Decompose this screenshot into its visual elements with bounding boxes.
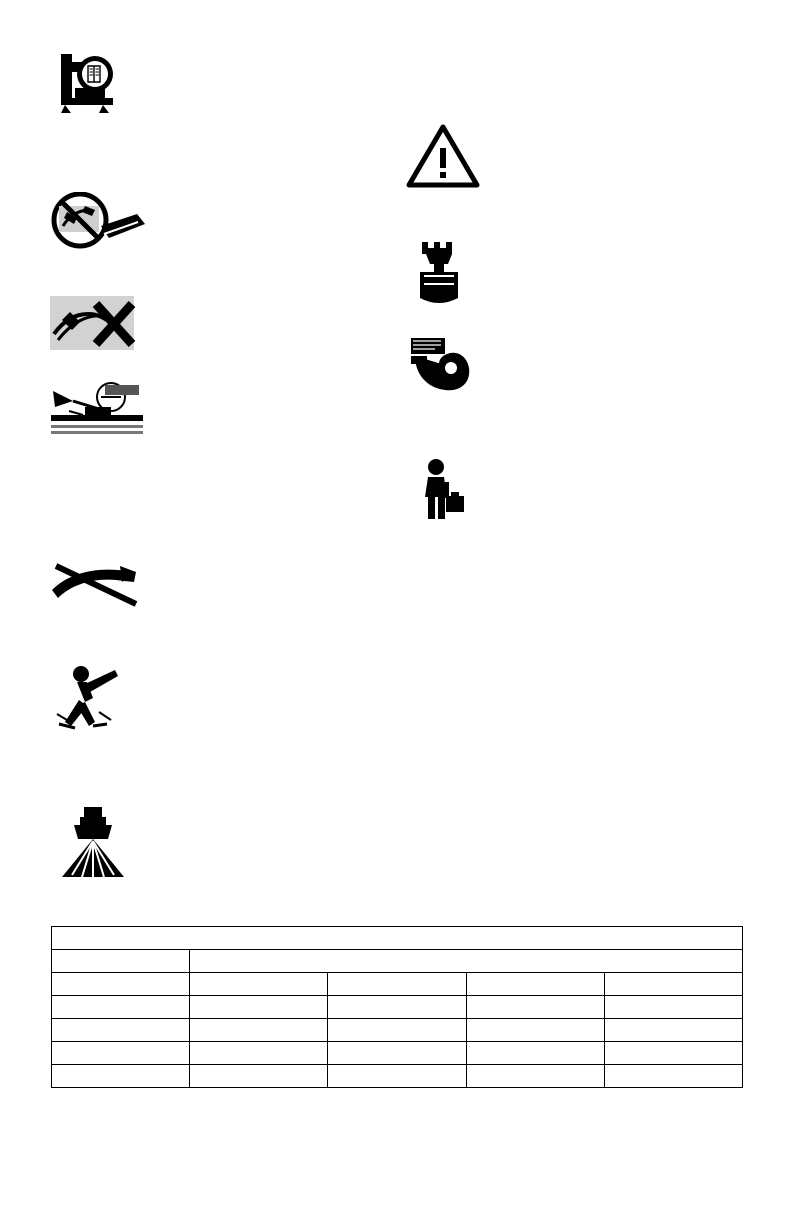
standing-person-icon (418, 458, 468, 522)
table-cell (328, 1042, 466, 1065)
table-cell (328, 973, 466, 996)
warning-triangle-icon (406, 124, 480, 188)
table-cell (190, 1042, 328, 1065)
table-title-cell (52, 927, 743, 950)
table-cell (328, 1065, 466, 1088)
table-cell (52, 1042, 190, 1065)
table-cell (328, 996, 466, 1019)
table-row (52, 1019, 743, 1042)
table-subtitle-row (52, 950, 743, 973)
spec-table (51, 926, 743, 1088)
table-cell (604, 1065, 742, 1088)
table-subtitle-label (52, 950, 190, 973)
person-falling-hazard-icon (55, 662, 129, 736)
table-title-row (52, 927, 743, 950)
table-cell (190, 1019, 328, 1042)
table-row (52, 973, 743, 996)
table-cell (466, 973, 604, 996)
table-cell (52, 1065, 190, 1088)
table-cell (604, 1042, 742, 1065)
crush-arm-hazard-icon (50, 560, 142, 610)
table-cell (604, 1019, 742, 1042)
no-entanglement-crossed-icon (50, 294, 140, 352)
table-cell (190, 973, 328, 996)
table-cell (604, 973, 742, 996)
table-row (52, 1042, 743, 1065)
table-cell (604, 996, 742, 1019)
table-cell (52, 1019, 190, 1042)
table-cell (328, 1019, 466, 1042)
machine-read-manual-icon (55, 48, 125, 116)
no-hands-guard-icon (49, 192, 147, 256)
table-cell (466, 1019, 604, 1042)
hand-wrench-service-icon (409, 336, 477, 396)
table-cell (52, 996, 190, 1019)
table-subtitle-value (190, 950, 743, 973)
spreader-unit-icon (412, 240, 466, 314)
rotating-spreader-icon (58, 805, 128, 885)
table-row (52, 996, 743, 1019)
table-cell (190, 1065, 328, 1088)
table-cell (190, 996, 328, 1019)
table-cell (466, 1042, 604, 1065)
fluid-injection-hazard-icon (49, 381, 145, 441)
table-cell (52, 973, 190, 996)
table-cell (466, 1065, 604, 1088)
table-row (52, 1065, 743, 1088)
table-cell (466, 996, 604, 1019)
